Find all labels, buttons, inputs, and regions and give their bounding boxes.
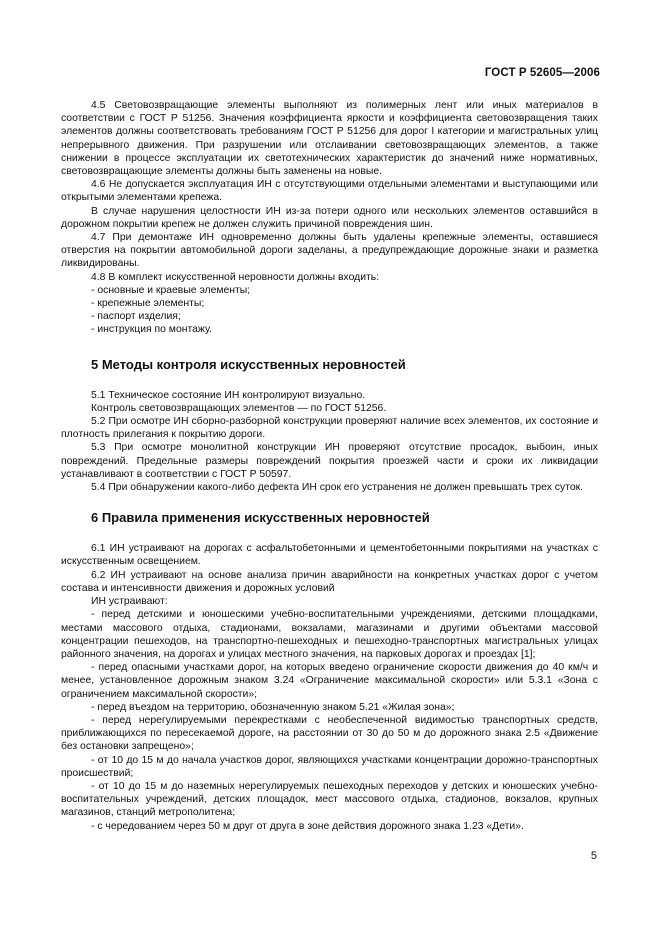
paragraph-4-6-cont: В случае нарушения целостности ИН из-за потери одного или нескольких элементов оставшийся в дорожном покрытии крепеж не должен служить причиной повреждения шин.	[61, 205, 598, 230]
paragraph-4-8: 4.8 В комплект искусственной неровности должны входить:	[91, 271, 380, 283]
list-item: - от 10 до 15 м до начала участков дорог, являющихся участками концентрации дорожно-транспортных происшествий;	[61, 754, 598, 779]
list-item: - перед опасными участками дорог, на которых введено ограничение скорости движения до 40 км/ч и менее, установленное дорожным знаком 3.24 «Ограничение максимальной скорости» или 5.3.1 «Зона с ограничением максимальной скорости»;	[61, 662, 598, 700]
paragraph-6-2-intro: ИН устраивают:	[91, 596, 168, 608]
list-item: - перед детскими и юношескими учебно-воспитательными учреждениями, детскими площадками, местами массового отдыха, стадионами, вокзалами, магазинами и другими объектами массовой концентрации пешеходов, на транспортно-пешеходных и пешеходно-транспортных магистральных улицах районного значения, на дорогах и улицах местного значения, на парковых дорогах и проездах [1];	[61, 609, 598, 660]
paragraph-5-1: 5.1 Техническое состояние ИН контролируют визуально.	[91, 389, 366, 401]
paragraph-5-4: 5.4 При обнаружении какого-либо дефекта ИН срок его устранения не должен превышать трех суток.	[91, 482, 584, 494]
list-item: - крепежные элементы;	[91, 298, 205, 310]
section-5-heading: 5 Методы контроля искусственных неровностей	[91, 356, 406, 372]
paragraph-5-1-cont: Контроль световозвращающих элементов — по ГОСТ 51256.	[91, 402, 387, 414]
list-item: - основные и краевые элементы;	[91, 284, 251, 296]
document-body	[61, 99, 598, 833]
paragraph-6-1: 6.1 ИН устраивают на дорогах с асфальтобетонными и цементобетонными покрытиями на участках с искусственным освещением.	[61, 543, 598, 568]
page-number: 5	[590, 850, 597, 862]
paragraph-4-7: 4.7 При демонтаже ИН одновременно должны быть удалены крепежные элементы, оставшиеся отверстия на покрытии автомобильной дороги заделаны, а предупреждающие дорожные знаки и разметка ликвидированы.	[61, 232, 598, 270]
list-item: - паспорт изделия;	[91, 311, 181, 323]
list-item: - от 10 до 15 м до наземных нерегулируемых пешеходных переходов у детских и юношеских учебно-воспитательных учреждений, детских площадок, мест массового отдыха, стадионов, вокзалов, крупных магазинов, станций метрополитена;	[61, 780, 598, 819]
paragraph-6-2: 6.2 ИН устраивают на основе анализа причин аварийности на конкретных участках дорог с учетом состава и интенсивности движения и дорожных условий	[61, 569, 598, 594]
document-header: ГОСТ Р 52605—2006	[484, 67, 600, 79]
paragraph-5-2: 5.2 При осмотре ИН сборно-разборной конструкции проверяют наличие всех элементов, их состояние и плотность прилегания к покрытию дороги.	[61, 416, 598, 441]
list-item: - перед въездом на территорию, обозначенную знаком 5.21 «Жилая зона»;	[91, 701, 455, 713]
section-6-heading: 6 Правила применения искусственных неровностей	[91, 510, 430, 526]
list-item: - перед нерегулируемыми перекрестками с необеспеченной видимостью транспортных средств, приближающихся по пересекаемой дороге, на расстоянии от 30 до 50 м до дорожного знака 2.5 «Движение без остановки запрещено»;	[61, 714, 598, 753]
list-item: - инструкция по монтажу.	[91, 324, 212, 336]
list-item: - с чередованием через 50 м друг от друга в зоне действия дорожного знака 1.23 «Дети».	[91, 820, 524, 832]
paragraph-5-3: 5.3 При осмотре монолитной конструкции ИН проверяют отсутствие просадок, выбоин, иных повреждений. Предельные размеры повреждений покрытия проезжей части и сроки их ликвидации устанавливают в соответствии с ГОСТ Р 50597.	[61, 442, 598, 480]
paragraph-4-5: 4.5 Световозвращающие элементы выполняют из полимерных лент или иных материалов в соответствии с ГОСТ Р 51256. Значения коэффициента яркости и коэффициента световозвращения таких элементов должны соответствовать требованиям ГОСТ Р 51256 для дорог I категории и магистральных улиц непрерывного движения. При разрушении или отслаивании световозвращающих элементов, а также снижении в процессе эксплуатации их светотехнических характеристик до значений ниже нормативных, световозвращающие элементы должны быть заменены на новые.	[61, 100, 598, 178]
paragraph-4-6: 4.6 Не допускается эксплуатация ИН с отсутствующими отдельными элементами и выступающими или открытыми элементами крепежа.	[61, 179, 598, 204]
